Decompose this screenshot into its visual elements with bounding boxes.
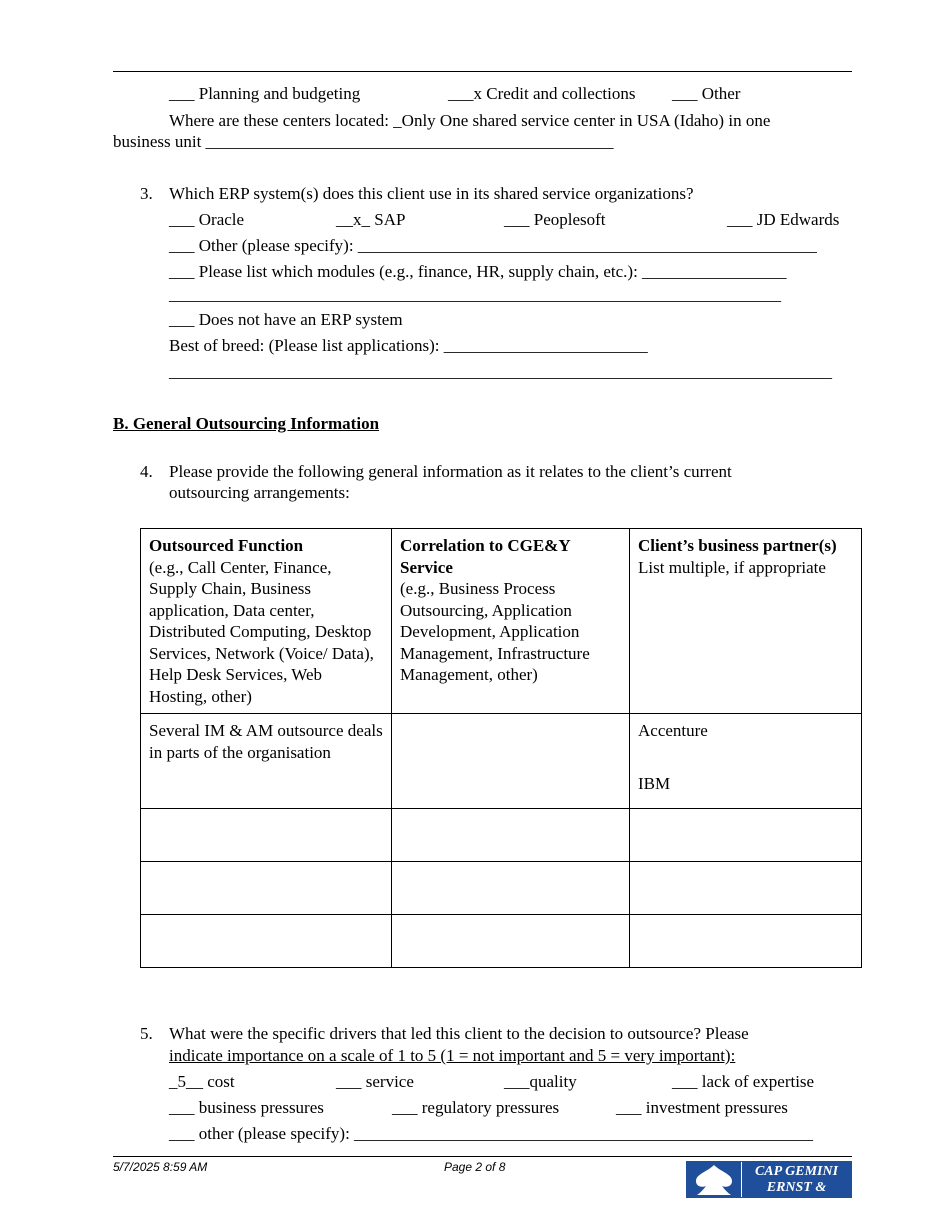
erp-none: ___ Does not have an ERP system xyxy=(169,310,403,329)
header-desc: (e.g., Business Process Outsourcing, Application Development, Application Management, Infrastructure Management, other) xyxy=(400,579,590,684)
company-logo xyxy=(686,1161,852,1211)
q4-question-line-1: Please provide the following general information as it relates to the client’s current xyxy=(169,462,732,481)
driver-cost: _5__ cost xyxy=(169,1072,235,1091)
best-of-breed-cont: ______________________________________________________________________________ xyxy=(169,362,832,381)
partner-accenture: Accenture xyxy=(638,721,708,740)
table-row xyxy=(141,915,862,968)
q4-number: 4. xyxy=(140,462,153,481)
empty-cell xyxy=(630,862,862,915)
table-row xyxy=(141,809,862,862)
best-of-breed: Best of breed: (Please list applications): ________________________ xyxy=(169,336,648,355)
empty-cell xyxy=(392,862,630,915)
driver-expertise: ___ lack of expertise xyxy=(672,1072,815,1091)
empty-cell xyxy=(392,809,630,862)
empty-cell xyxy=(630,809,862,862)
header-correlation xyxy=(392,529,630,714)
cell-partner xyxy=(630,714,862,809)
option-other: ___ Other xyxy=(672,84,741,103)
option-planning: ___ Planning and budgeting xyxy=(169,84,361,103)
table-row xyxy=(141,862,862,915)
driver-other: ___ other (please specify): ______________________________________________________ xyxy=(169,1124,814,1143)
table-row xyxy=(141,714,862,809)
erp-modules-cont: ________________________________________________________________________ xyxy=(169,285,781,304)
q3-number: 3. xyxy=(140,184,153,203)
logo-line-2: ERNST & YOUNG xyxy=(766,1180,827,1211)
header-business-partner xyxy=(630,529,862,714)
section-b-heading: B. General Outsourcing Information xyxy=(113,414,380,433)
header-title: Client’s business partner(s) xyxy=(638,536,837,555)
q5-number: 5. xyxy=(140,1024,153,1043)
empty-cell xyxy=(141,809,392,862)
empty-cell xyxy=(141,862,392,915)
q3-question: Which ERP system(s) does this client use in its shared service organizations? xyxy=(169,184,694,203)
erp-jdedwards: ___ JD Edwards xyxy=(727,210,840,229)
cell-correlation xyxy=(392,714,630,809)
outsourcing-table xyxy=(140,528,862,968)
partner-ibm: IBM xyxy=(638,773,671,793)
empty-cell xyxy=(630,915,862,968)
driver-regulatory: ___ regulatory pressures xyxy=(392,1098,560,1117)
cell-function: Several IM & AM outsource deals in parts of the organisation xyxy=(141,714,392,809)
driver-service: ___ service xyxy=(336,1072,414,1091)
erp-sap: __x_ SAP xyxy=(336,210,406,229)
location-line-1: Where are these centers located: _Only One shared service center in USA (Idaho) in one xyxy=(169,111,771,130)
driver-quality: ___quality xyxy=(504,1072,577,1091)
header-desc: List multiple, if appropriate xyxy=(638,557,826,577)
footer-rule xyxy=(113,1156,852,1157)
erp-modules: ___ Please list which modules (e.g., finance, HR, supply chain, etc.): _________________ xyxy=(169,262,787,281)
erp-other: ___ Other (please specify): ______________________________________________________ xyxy=(169,236,817,255)
q5-question-line-2: indicate importance on a scale of 1 to 5 (1 = not important and 5 = very important): xyxy=(169,1046,736,1065)
empty-cell xyxy=(392,915,630,968)
option-credit: ___x Credit and collections xyxy=(448,84,636,103)
header-outsourced-function xyxy=(141,529,392,714)
footer-timestamp: 5/7/2025 8:59 AM xyxy=(113,1160,208,1174)
empty-cell xyxy=(141,915,392,968)
header-title: Outsourced Function xyxy=(149,536,304,555)
spade-icon xyxy=(687,1162,741,1197)
q5-question-line-1: What were the specific drivers that led this client to the decision to outsource? Please xyxy=(169,1024,749,1043)
location-line-2: business unit ________________________________________________ xyxy=(113,132,614,151)
driver-business: ___ business pressures xyxy=(169,1098,324,1117)
table-header-row xyxy=(141,529,862,714)
driver-investment: ___ investment pressures xyxy=(616,1098,788,1117)
header-title: Correlation to CGE&Y Service xyxy=(400,536,570,577)
header-rule xyxy=(113,71,852,72)
erp-oracle: ___ Oracle xyxy=(169,210,245,229)
footer-page-number: Page 2 of 8 xyxy=(444,1160,506,1174)
erp-peoplesoft: ___ Peoplesoft xyxy=(504,210,606,229)
logo-text xyxy=(742,1162,851,1211)
q4-question-line-2: outsourcing arrangements: xyxy=(169,483,350,502)
header-desc: (e.g., Call Center, Finance, Supply Chain, Business application, Data center, Distributed Computing, Desktop Services, Network (Voice/ Data), Help Desk Services, Web Hosting, other) xyxy=(149,557,374,706)
logo-line-1: CAP GEMINI xyxy=(754,1164,839,1179)
